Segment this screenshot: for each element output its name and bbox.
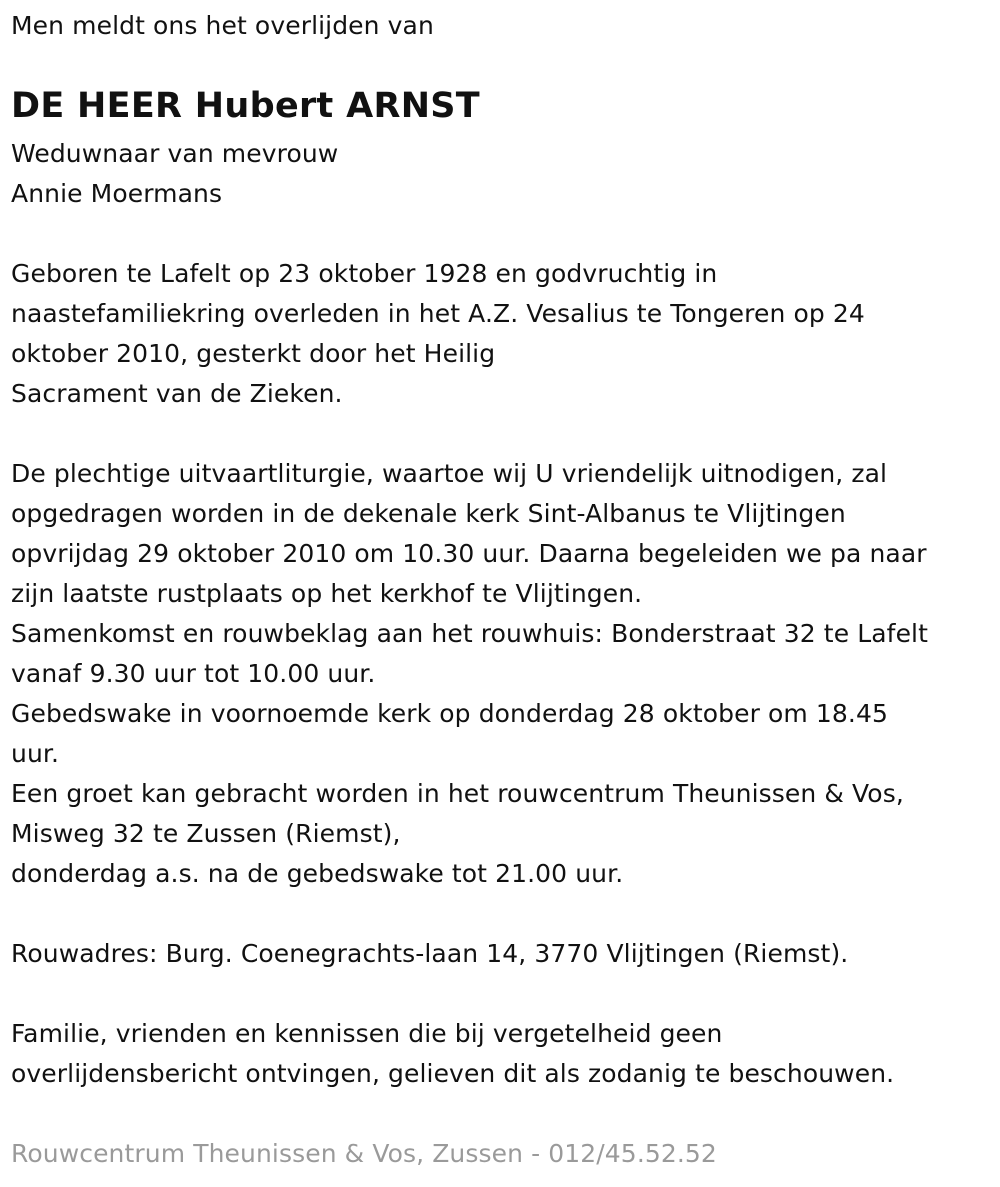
funeral-line: Misweg 32 te Zussen (Riemst), [11,819,401,848]
birth-death-line: Geboren te Lafelt op 23 oktober 1928 en godvruchtig in [11,259,718,288]
birth-death-paragraph [11,254,865,414]
notice-paragraph [11,1014,894,1094]
deceased-name: DE HEER Hubert ARNST [11,86,480,126]
funeral-line: donderdag a.s. na de gebedswake tot 21.00 uur. [11,859,624,888]
birth-death-line: naastefamiliekring overleden in het A.Z. Vesalius te Tongeren op 24 [11,299,865,328]
funeral-line: vanaf 9.30 uur tot 10.00 uur. [11,659,376,688]
funeral-line: Gebedswake in voornoemde kerk op donderdag 28 oktober om 18.45 [11,699,888,728]
notice-line: overlijdensbericht ontvingen, gelieven dit als zodanig te beschouwen. [11,1059,895,1088]
spouse-line: Annie Moermans [11,179,223,208]
mourning-address-paragraph [11,934,848,974]
spouse-line: Weduwnaar van mevrouw [11,139,339,168]
intro-text: Men meldt ons het overlijden van [11,11,434,40]
funeral-line: opvrijdag 29 oktober 2010 om 10.30 uur. Daarna begeleiden we pa naar [11,539,927,568]
funeral-paragraph [11,454,928,894]
funeral-line: opgedragen worden in de dekenale kerk Sint-Albanus te Vlijtingen [11,499,846,528]
birth-death-line: Sacrament van de Zieken. [11,379,343,408]
funeral-line: uur. [11,739,60,768]
birth-death-line: oktober 2010, gesterkt door het Heilig [11,339,496,368]
mourning-address: Rouwadres: Burg. Coenegrachts-laan 14, 3770 Vlijtingen (Riemst). [11,939,849,968]
funeral-line: Samenkomst en rouwbeklag aan het rouwhuis: Bonderstraat 32 te Lafelt [11,619,929,648]
funeral-line: zijn laatste rustplaats op het kerkhof te Vlijtingen. [11,579,643,608]
funeral-home-footer: Rouwcentrum Theunissen & Vos, Zussen - 012/45.52.52 [11,1139,717,1168]
notice-line: Familie, vrienden en kennissen die bij vergetelheid geen [11,1019,723,1048]
funeral-line: De plechtige uitvaartliturgie, waartoe wij U vriendelijk uitnodigen, zal [11,459,888,488]
spouse-paragraph [11,134,338,214]
funeral-line: Een groet kan gebracht worden in het rouwcentrum Theunissen & Vos, [11,779,904,808]
